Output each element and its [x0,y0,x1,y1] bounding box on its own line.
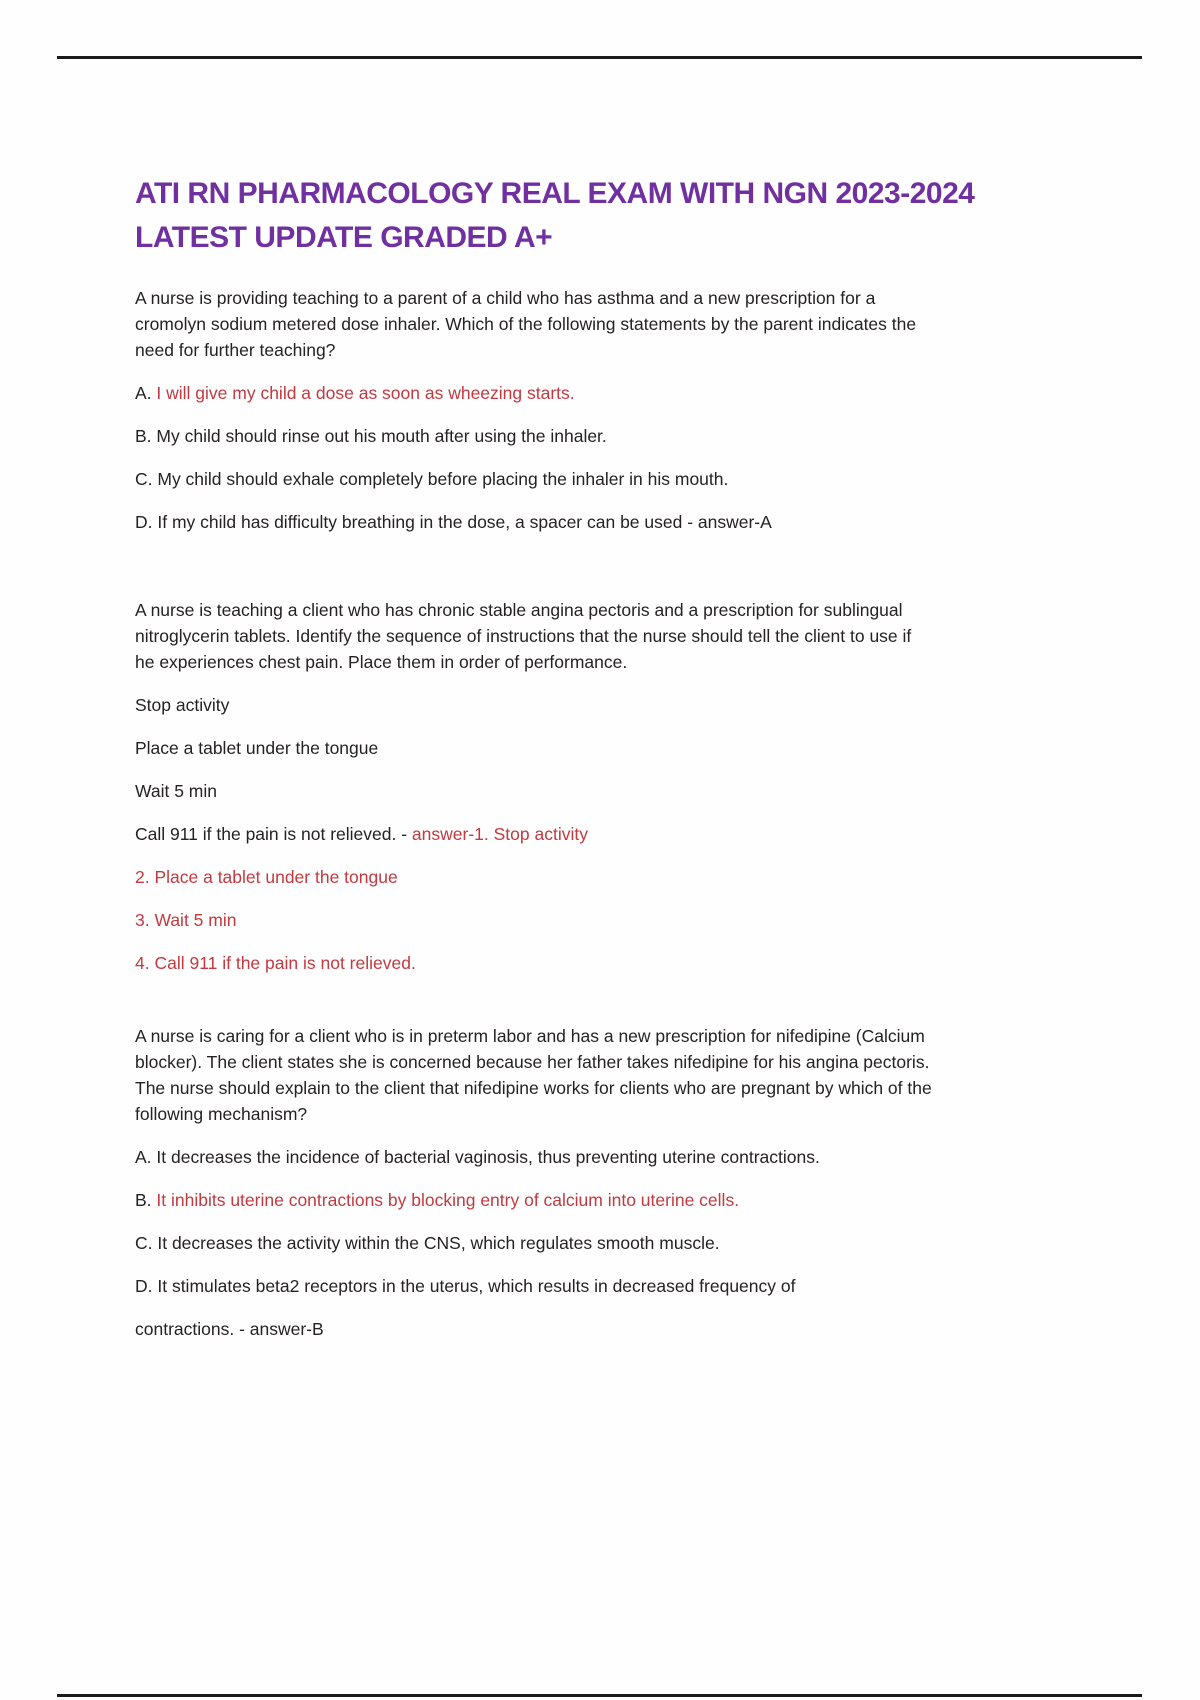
question-2-step-4 [135,821,1067,847]
question-2-answer-2: 2. Place a tablet under the tongue [135,867,398,887]
highlighted-answer-text: answer-1. Stop activity [411,824,588,844]
question-3-option-b [135,1187,1067,1213]
text-line: blocker). The client states she is concerned because her father takes nifedipine for his angina pectoris. [135,1052,930,1072]
question-3-option-d-continued: contractions. - answer-B [135,1319,324,1339]
text-line: he experiences chest pain. Place them in order of performance. [135,652,628,672]
text-line: A nurse is providing teaching to a parent of a child who has asthma and a new prescription for a [135,288,876,308]
highlighted-answer-text: It inhibits uterine contractions by blocking entry of calcium into uterine cells. [156,1190,740,1210]
question-1-stem [135,285,1067,363]
text-line: nitroglycerin tablets. Identify the sequence of instructions that the nurse should tell the client to use if [135,626,912,646]
step-text: Call 911 if the pain is not relieved. - [135,824,412,844]
text-line: following mechanism? [135,1104,308,1124]
question-2-step-3: Wait 5 min [135,781,218,801]
question-2-step-1: Stop activity [135,695,230,715]
highlighted-answer-text: I will give my child a dose as soon as wheezing starts. [156,383,575,403]
text-line: The nurse should explain to the client that nifedipine works for clients who are pregnant by which of the [135,1078,932,1098]
question-3-stem [135,1023,1067,1127]
question-3-option-a: A. It decreases the incidence of bacterial vaginosis, thus preventing uterine contractions. [135,1147,820,1167]
question-1-option-b: B. My child should rinse out his mouth after using the inhaler. [135,426,607,446]
question-2-answer-4: 4. Call 911 if the pain is not relieved. [135,953,416,973]
option-label: B. [135,1190,157,1210]
title-line-1: ATI RN PHARMACOLOGY REAL EXAM WITH NGN 2023-2024 [135,177,975,210]
question-3-option-d: D. It stimulates beta2 receptors in the uterus, which results in decreased frequency of [135,1276,796,1296]
text-line: cromolyn sodium metered dose inhaler. Which of the following statements by the parent indicates the [135,314,917,334]
document-title [135,172,1067,260]
title-line-2: LATEST UPDATE GRADED A+ [135,221,553,254]
top-rule [57,56,1142,59]
question-3-option-c: C. It decreases the activity within the CNS, which regulates smooth muscle. [135,1233,720,1253]
question-2-answer-3: 3. Wait 5 min [135,910,237,930]
question-1-option-c: C. My child should exhale completely before placing the inhaler in his mouth. [135,469,729,489]
question-2-stem [135,597,1067,675]
text-line: A nurse is caring for a client who is in preterm labor and has a new prescription for nifedipine (Calcium [135,1026,925,1046]
question-1-option-a [135,380,1067,406]
question-2-step-2: Place a tablet under the tongue [135,738,379,758]
section-gap [135,552,1067,597]
option-label: A. [135,383,157,403]
section-gap [135,993,1067,1023]
text-line: A nurse is teaching a client who has chronic stable angina pectoris and a prescription for sublingual [135,600,903,620]
text-line: need for further teaching? [135,340,336,360]
question-1-option-d: D. If my child has difficulty breathing in the dose, a spacer can be used - answer-A [135,512,772,532]
bottom-rule [57,1694,1142,1697]
document-content [135,172,1067,1359]
